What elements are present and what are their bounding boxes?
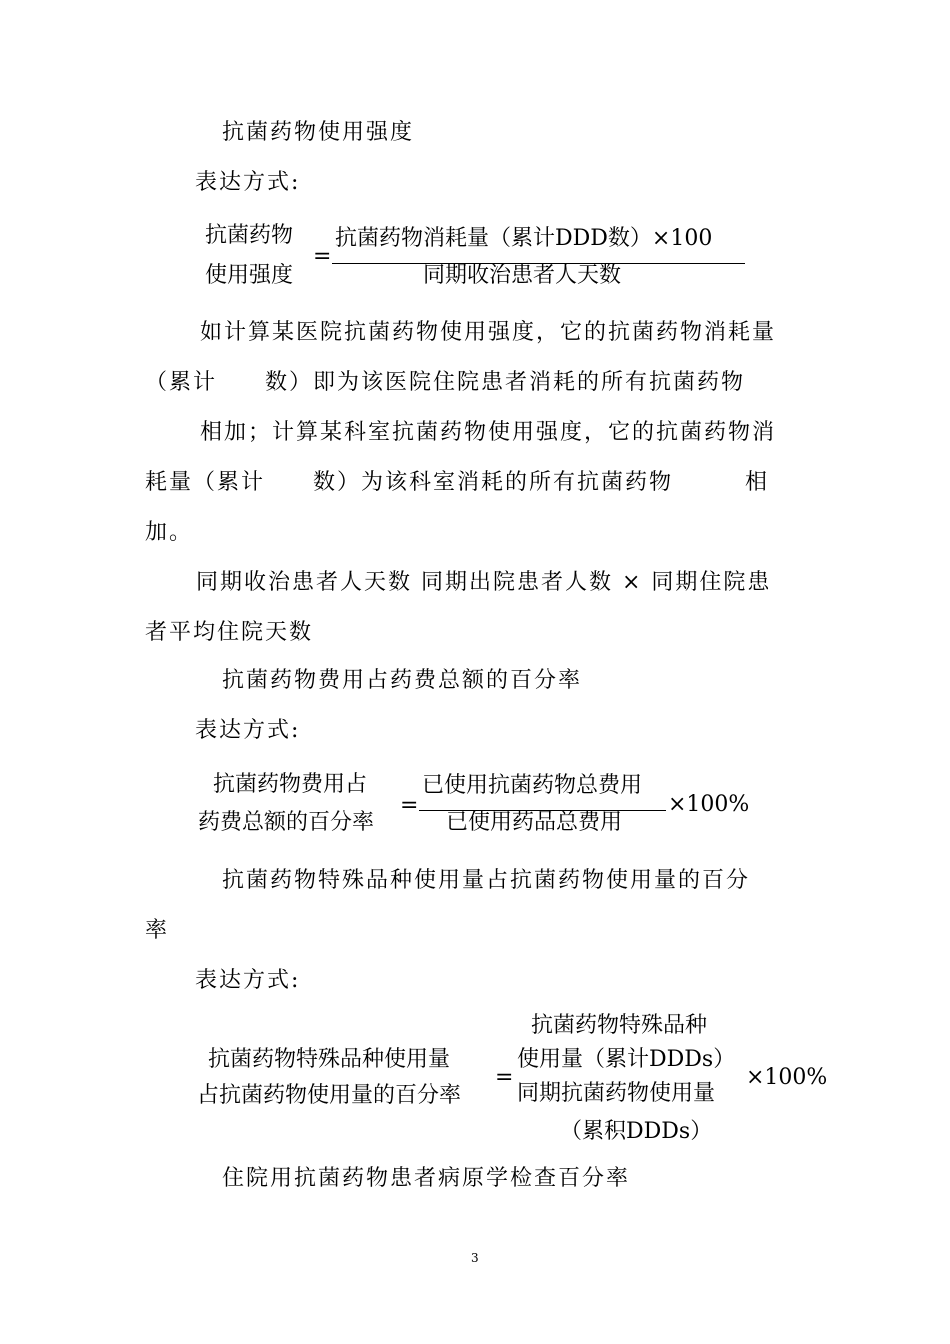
formula-numerator: 已使用抗菌药物总费用	[422, 773, 643, 798]
formula-denominator: 已使用药品总费用	[446, 810, 623, 835]
paragraph-line: 相加；计算某科室抗菌药物使用强度，它的抗菌药物消	[200, 420, 777, 445]
expression-label: 表达方式:	[195, 718, 301, 743]
section-title-pathogen-exam-percentage: 住院用抗菌药物患者病原学检查百分率	[222, 1166, 631, 1191]
formula-multiplier: ×100%	[668, 792, 750, 817]
formula-denominator-line2: （累积DDDs）	[560, 1119, 713, 1144]
formula-lhs-line2: 使用强度	[205, 263, 294, 288]
formula-lhs-line1: 抗菌药物	[205, 223, 294, 248]
paragraph-line: 耗量（累计 数）为该科室消耗的所有抗菌药物 相	[145, 470, 770, 495]
paragraph-line: 如计算某医院抗菌药物使用强度，它的抗菌药物消耗量	[200, 320, 777, 345]
formula-lhs-line2: 药费总额的百分率	[198, 810, 375, 835]
formula-numerator: 抗菌药物消耗量（累计DDD数）×100	[335, 226, 713, 251]
page-number: 3	[471, 1251, 479, 1265]
formula-lhs-line2: 占抗菌药物使用量的百分率	[197, 1083, 462, 1108]
formula-lhs-line1: 抗菌药物费用占	[213, 772, 368, 797]
section-title-continuation: 率	[145, 918, 170, 943]
paragraph-line: 加。	[145, 520, 194, 545]
formula-equals: =	[313, 244, 332, 269]
paragraph-line: 者平均住院天数	[145, 620, 314, 645]
formula-denominator: 同期收治患者人天数	[423, 263, 622, 288]
paragraph-line: （累计 数）即为该医院住院患者消耗的所有抗菌药物	[145, 370, 746, 395]
formula-equals: =	[400, 793, 419, 818]
section-title-antibiotic-use-intensity: 抗菌药物使用强度	[222, 120, 415, 145]
paragraph-line: 同期收治患者人天数 同期出院患者人数 × 同期住院患	[196, 570, 772, 595]
formula-numerator-line1: 抗菌药物特殊品种	[531, 1013, 708, 1038]
expression-label: 表达方式:	[195, 968, 301, 993]
section-title-cost-percentage: 抗菌药物费用占药费总额的百分率	[222, 668, 583, 693]
formula-lhs-line1: 抗菌药物特殊品种使用量	[208, 1047, 451, 1072]
formula-multiplier: ×100%	[746, 1065, 828, 1090]
section-title-special-variety-percentage: 抗菌药物特殊品种使用量占抗菌药物使用量的百分	[222, 868, 751, 893]
expression-label: 表达方式:	[195, 170, 301, 195]
formula-equals: =	[495, 1065, 514, 1090]
formula-denominator-line1: 同期抗菌药物使用量	[517, 1081, 716, 1106]
formula-numerator-line2: 使用量（累计DDDs）	[517, 1047, 736, 1072]
